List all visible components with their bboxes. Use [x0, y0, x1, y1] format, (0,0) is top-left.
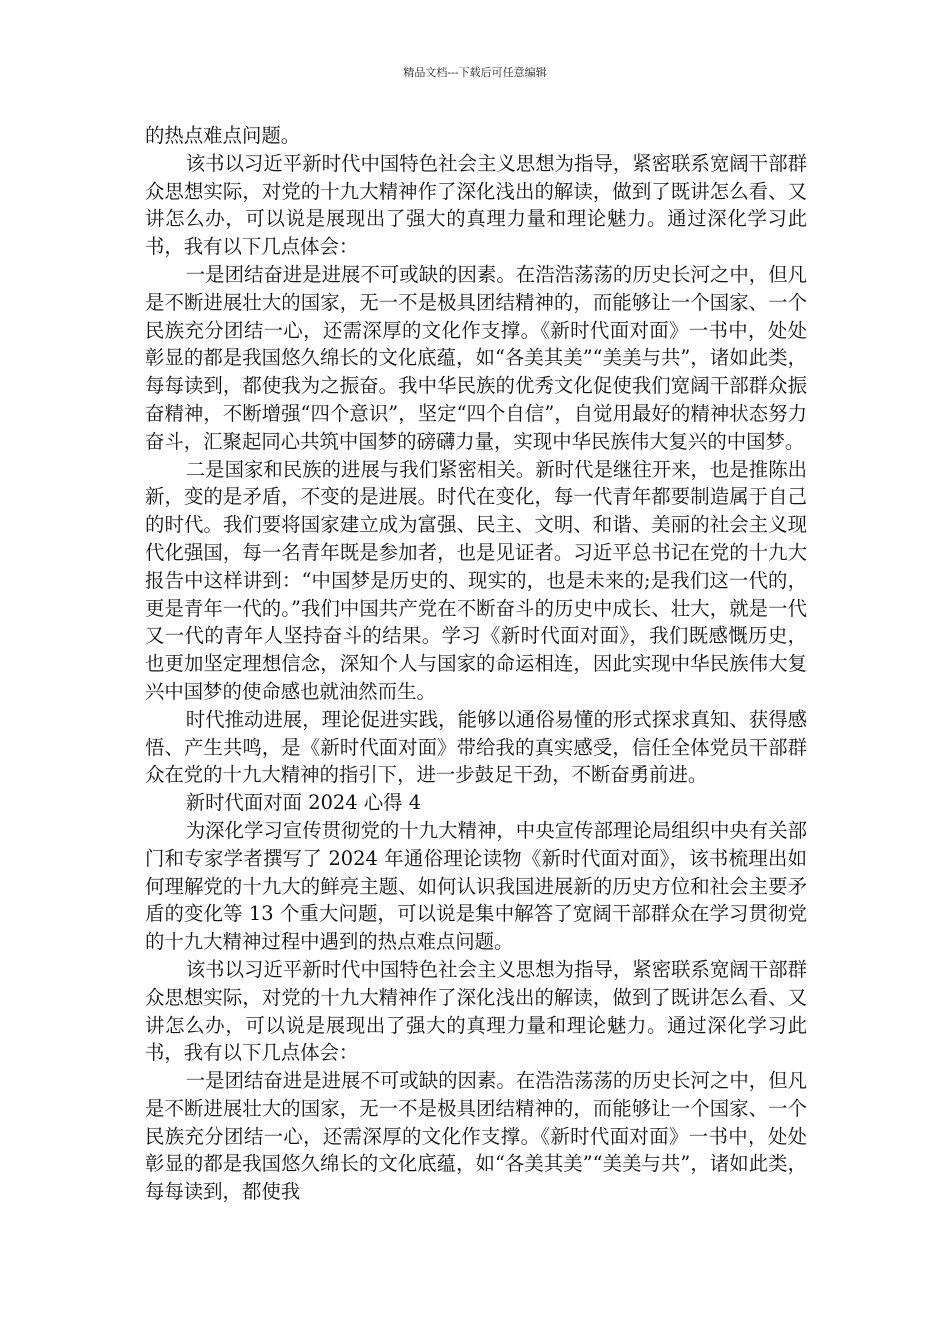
paragraph-continuation: 的热点难点问题。: [145, 124, 301, 147]
page-header: 精品文档---下载后可任意编辑: [403, 66, 547, 79]
paragraph-point-one-2: 一是团结奋进是进展不可或缺的因素。在浩浩荡荡的历史长河之中，但凡是不断进展壮大的国家，无一不是极具团结精神的，而能够让一个国家、一个民族充分团结一心，还需深厚的文化作支撑。《新时代面对面》一书中，处处彰显的都是我国悠久绵长的文化底蕴，如“各美其美”“美美与共”，诸如此类，每每读到，都使我: [145, 1069, 807, 1204]
document-body: [145, 122, 807, 1206]
paragraph-point-one: 一是团结奋进是进展不可或缺的因素。在浩浩荡荡的历史长河之中，但凡是不断进展壮大的国家，无一不是极具团结精神的，而能够让一个国家、一个民族充分团结一心，还需深厚的文化作支撑。《新时代面对面》一书中，处处彰显的都是我国悠久绵长的文化底蕴，如“各美其美”“美美与共”，诸如此类，每每读到，都使我为之振奋。我中华民族的优秀文化促使我们宽阔干部群众振奋精神，不断增强“四个意识”，坚定“四个自信”，自觉用最好的精神状态努力奋斗，汇聚起同心共筑中国梦的磅礴力量，实现中华民族伟大复兴的中国梦。: [145, 262, 807, 453]
paragraph-section-intro: 为深化学习宣传贯彻党的十九大精神，中央宣传部理论局组织中央有关部门和专家学者撰写了 2024 年通俗理论读物《新时代面对面》，该书梳理出如何理解党的十九大的鲜亮主题、如何认识我国进展新的历史方位和社会主要矛盾的变化等 13 个重大问题，可以说是集中解答了宽阔干部群众在学习贯彻党的十九大精神过程中遇到的热点难点问题。: [145, 818, 807, 954]
paragraph-point-two: 二是国家和民族的进展与我们紧密相关。新时代是继往开来，也是推陈出新，变的是矛盾，不变的是进展。时代在变化，每一代青年都要制造属于自己的时代。我们要将国家建立成为富强、民主、文明、和谐、美丽的社会主义现代化强国，每一名青年既是参加者，也是见证者。习近平总书记在党的十九大报告中这样讲到：“中国梦是历史的、现实的，也是未来的;是我们这一代的，更是青年一代的。”我们中国共产党在不断奋斗的历史中成长、壮大，就是一代又一代的青年人坚持奋斗的结果。学习《新时代面对面》，我们既感慨历史，也更加坚定理想信念，深知个人与国家的命运相连，因此实现中华民族伟大复兴中国梦的使命感也就油然而生。: [145, 457, 807, 703]
section-heading: 新时代面对面 2024 心得 4: [185, 791, 422, 815]
paragraph-conclusion: 时代推动进展，理论促进实践，能够以通俗易懂的形式探求真知、获得感悟、产生共鸣，是《新时代面对面》带给我的真实感受，信任全体党员干部群众在党的十九大精神的指引下，进一步鼓足干劲，不断奋勇前进。: [145, 707, 807, 787]
paragraph-book-intro: 该书以习近平新时代中国特色社会主义思想为指导，紧密联系宽阔干部群众思想实际，对党的十九大精神作了深化浅出的解读，做到了既讲怎么看、又讲怎么办，可以说是展现出了强大的真理力量和理论魅力。通过深化学习此书，我有以下几点体会：: [145, 151, 807, 259]
paragraph-book-intro-2: 该书以习近平新时代中国特色社会主义思想为指导，紧密联系宽阔干部群众思想实际，对党的十九大精神作了深化浅出的解读，做到了既讲怎么看、又讲怎么办，可以说是展现出了强大的真理力量和理论魅力。通过深化学习此书，我有以下几点体会：: [145, 957, 807, 1065]
